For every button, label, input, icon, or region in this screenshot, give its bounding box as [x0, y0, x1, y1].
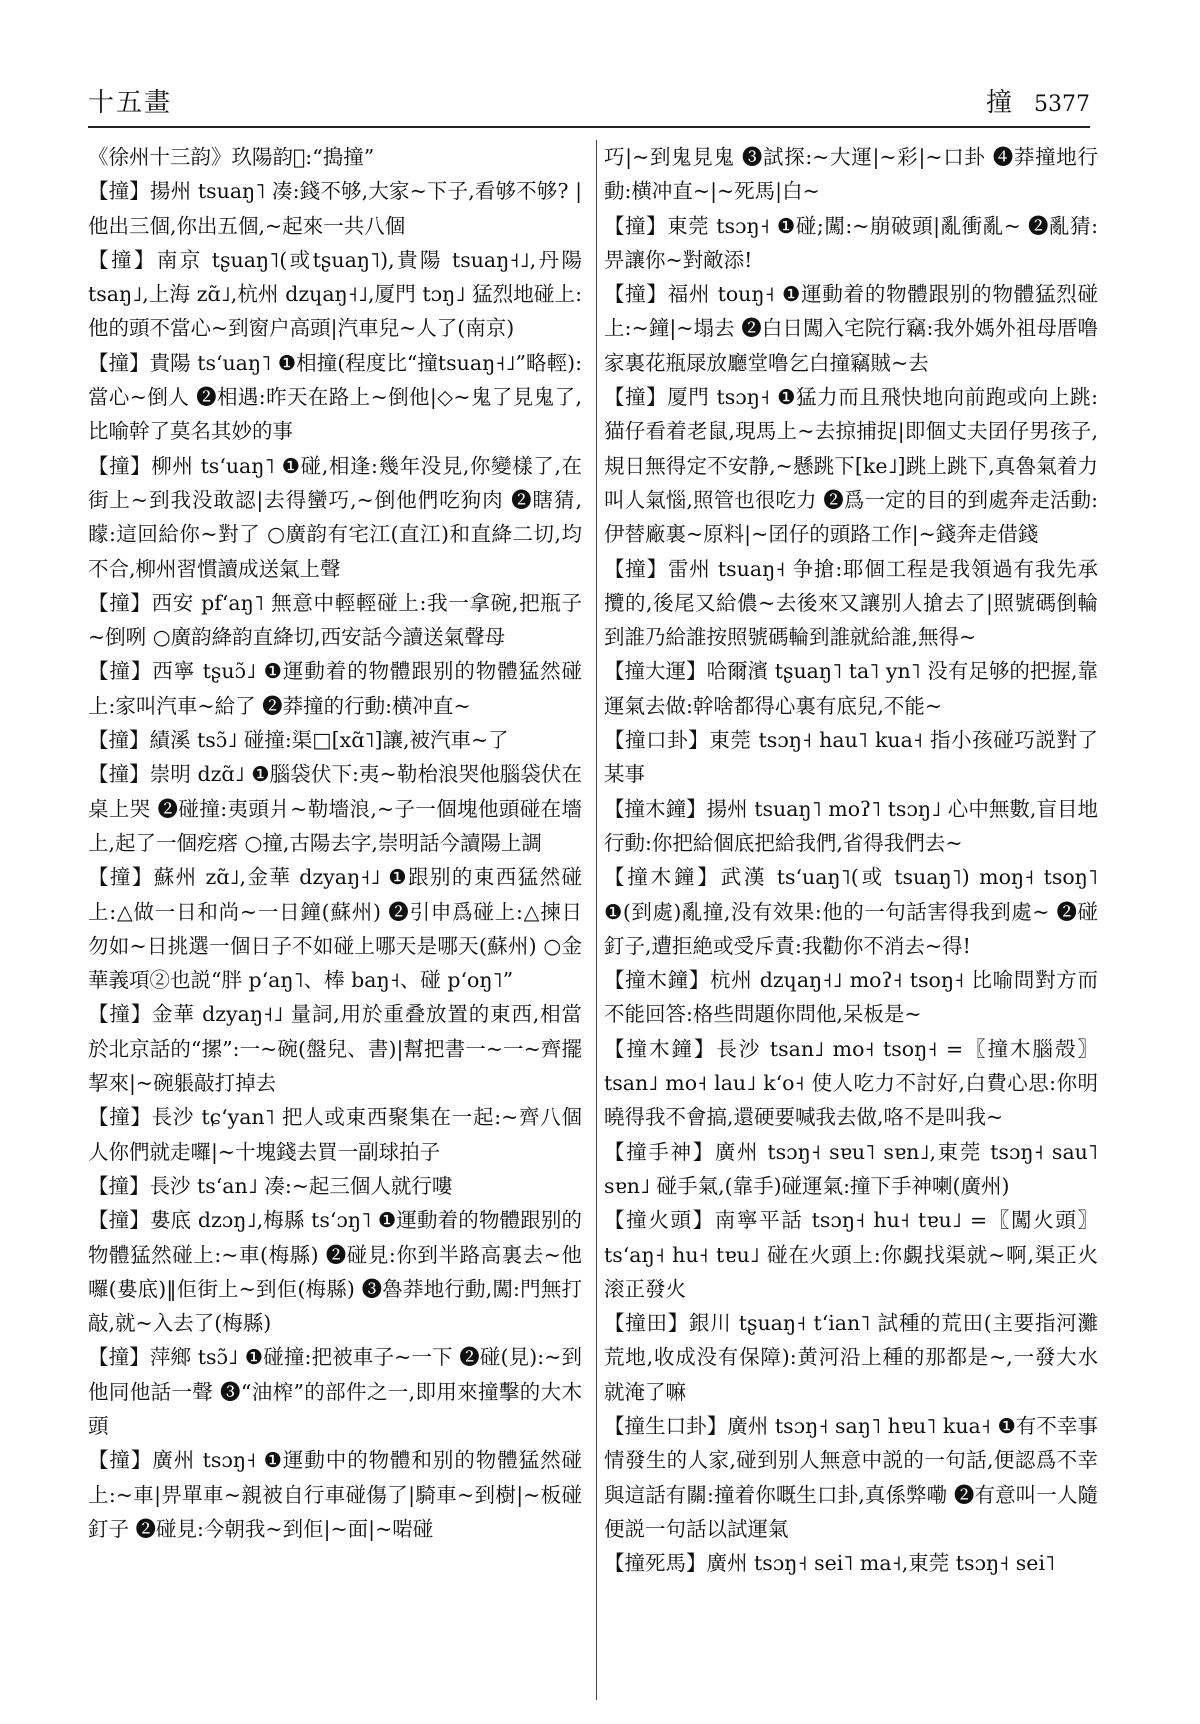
dictionary-entry: 【撞口卦】東莞 tsɔŋ˧ hau˥ kua˧ 指小孩碰巧説對了某事	[604, 728, 1098, 787]
dictionary-entry: 【撞生口卦】廣州 tsɔŋ˧ saŋ˥ hɐu˥ kua˧ ❶有不幸事情發生的人家,碰到别人無意中説的一句話,便認爲不幸與這話有關:撞着你嘅生口卦,真係弊嘞 ❷有意叫一人隨便説一句話以試運氣	[604, 1413, 1098, 1541]
dictionary-entry: 【撞】貴陽 tsʻuaŋ˥ ❶相撞(程度比“撞tsuaŋ˧˩”略輕):當心~倒人 ❷相遇:昨天在路上~倒他|◇~鬼了見鬼了,比喻幹了莫名其妙的事	[88, 350, 582, 444]
dictionary-entry: 【撞手神】廣州 tsɔŋ˧ sɐu˥ sɐn˩,東莞 tsɔŋ˧ sau˥ sɐn˩ 碰手氣,(靠手)碰運氣:撞下手神喇(廣州)	[604, 1139, 1098, 1198]
dictionary-entry: 《徐州十三韵》玖陽韵𧯶:“搗撞”	[88, 145, 375, 169]
column-divider	[596, 140, 597, 1700]
dictionary-entry: 【撞木鐘】杭州 dzɥaŋ˧˩ moʔ˧ tsoŋ˧ 比喻問對方而不能回答:格些問題你問他,呆板是~	[604, 968, 1098, 1027]
right-column	[604, 140, 1098, 1580]
dictionary-entry: 【撞】西安 pfʻaŋ˥ 無意中輕輕碰上:我一拿碗,把瓶子~倒咧 ○廣韵絳韵直絳切,西安話今讀送氣聲母	[88, 590, 582, 650]
dictionary-entry: 【撞】長沙 tsʻan˩ 凑:~起三個人就行嘍	[88, 1173, 453, 1198]
dictionary-entry: 【撞】長沙 tɕʻyan˥ 把人或東西聚集在一起:~齊八個人你們就走囉|~十塊錢去買一副球拍子	[88, 1105, 582, 1164]
dictionary-entry: 【撞大運】哈爾濱 tʂuaŋ˥ ta˥ yn˥ 没有足够的把握,靠運氣去做:幹啥都得心裏有底兒,不能~	[604, 659, 1098, 718]
dictionary-entry: 【撞】崇明 dzɑ̃˩ ❶腦袋伏下:夷~勒枱浪哭他腦袋伏在桌上哭 ❷碰撞:夷頭爿~勒墻浪,~子一個塊他頭碰在墻上,起了一個疙瘩 ○撞,古陽去字,崇明話今讀陽上調	[88, 762, 582, 855]
dictionary-entry: 【撞】厦門 tsɔŋ˧ ❶猛力而且飛快地向前跑或向上跳:猫仔看着老鼠,現馬上~去掠捕捉|即個丈夫囝仔男孩子,規日無得定不安静,~懸跳下[ke˩]跳上跳下,真魯氣着力叫人氣惱,照管也很吃力 ❷爲一定的目的到處奔走活動:伊替廠裏~原料|~囝仔的頭路工作|~錢奔走借錢	[604, 385, 1098, 547]
dictionary-entry: 【撞】萍鄉 tsɔ̃˩ ❶碰撞:把被車子~一下 ❷碰(見):~到他同他話一聲 ❸“油榨”的部件之一,即用來撞擊的大木頭	[88, 1345, 582, 1438]
dictionary-entry: 【撞木鐘】武漢 tsʻuaŋ˥(或 tsuaŋ˥) moŋ˧ tsoŋ˥ ❶(到處)亂撞,没有效果:他的一句話害得我到處~ ❷碰釘子,遭拒絶或受斥責:我勸你不消去~得!	[604, 865, 1098, 958]
dictionary-entry: 【撞】揚州 tsuaŋ˥ 凑:錢不够,大家~下子,看够不够? |他出三個,你出五個,~起來一共八個	[88, 179, 582, 238]
dictionary-entry: 【撞木鐘】揚州 tsuaŋ˥ moʔ˥ tsɔŋ˩ 心中無數,盲目地行動:你把給個底把給我們,省得我們去~	[604, 796, 1098, 855]
dictionary-entry: 【撞】福州 touŋ˧ ❶運動着的物體跟别的物體猛烈碰上:~鐘|~塌去 ❷白日闖入宅院行竊:我外媽外祖母厝噜家裏花瓶㞗放廳堂噜乞白撞竊賊~去	[604, 282, 1098, 375]
dictionary-entry: 巧|~到鬼見鬼 ❸試探:~大運|~彩|~口卦 ❹莽撞地行動:横冲直~|~死馬|白~	[604, 145, 1098, 204]
dictionary-entry: 【撞】西寧 tʂuɔ̃˩ ❶運動着的物體跟别的物體猛然碰上:家叫汽車~給了 ❷莽撞的行動:横冲直~	[88, 659, 582, 718]
dictionary-entry: 【撞火頭】南寧平話 tsɔŋ˧ hu˧ tɐu˩ =〖闖火頭〗tsʻaŋ˧ hu˧ tɐu˩ 碰在火頭上:你覷找渠就~啊,渠正火滚正發火	[604, 1208, 1098, 1301]
page-index	[986, 82, 1090, 119]
dictionary-entry: 【撞】蘇州 zɑ̃˩,金華 dzyaŋ˧˩ ❶跟别的東西猛然碰上:△做一日和尚~一日鐘(蘇州) ❷引申爲碰上:△揀日勿如~日挑選一個日子不如碰上哪天是哪天(蘇州) ○金華義項②也説“胖 pʻaŋ˥、棒 baŋ˧、碰 pʻoŋ˥”	[88, 865, 582, 993]
left-column	[88, 140, 582, 1546]
dictionary-entry: 【撞】金華 dzyaŋ˧˩ 量詞,用於重叠放置的東西,相當於北京話的“摞”:一~碗(盤兒、書)|幫把書一~一~齊擺挈來|~碗躼敲打掉去	[88, 1002, 582, 1096]
dictionary-entry: 【撞】績溪 tsɔ̃˩ 碰撞:渠□[xɑ̃˥]讓,被汽車~了	[88, 728, 509, 753]
dictionary-entry: 【撞】雷州 tsuaŋ˧ 争搶:耶個工程是我領過有我先承攬的,後尾又給儂~去後來又讓别人搶去了|照號碼倒輪到誰乃給誰按照號碼輪到誰就給誰,無得~	[604, 556, 1098, 650]
dictionary-entry: 【撞】廣州 tsɔŋ˧ ❶運動中的物體和别的物體猛然碰上:~車|畀單車~親被自行車碰傷了|騎車~到樹|~板碰釘子 ❷碰見:今朝我~到佢|~面|~啱碰	[88, 1448, 582, 1541]
section-title: 十五畫	[88, 88, 173, 118]
dictionary-entry: 【撞】東莞 tsɔŋ˧ ❶碰;闖:~崩破頭|亂衝亂~ ❷亂猜:畀讓你~對敵添!	[604, 213, 1098, 272]
dictionary-entry: 【撞】柳州 tsʻuaŋ˥ ❶碰,相逢:幾年没見,你變樣了,在街上~到我没敢認|去得蠻巧,~倒他們吃狗肉 ❷瞎猜,矇:這回給你~對了 ○廣韵有宅江(直江)和直絳二切,均不合,柳州習慣讀成送氣上聲	[88, 453, 582, 581]
dictionary-entry: 【撞】婁底 dzɔŋ˩,梅縣 tsʻɔŋ˥ ❶運動着的物體跟别的物體猛然碰上:~車(梅縣) ❷碰見:你到半路高裏去~他囉(婁底)‖佢街上~到佢(梅縣) ❸魯莽地行動,闖:門無打敲,就~入去了(梅縣)	[88, 1208, 582, 1336]
dictionary-entry: 【撞木鐘】長沙 tsan˩ mo˧ tsoŋ˧ =〖撞木腦殻〗tsan˩ mo˧ lau˩ kʻo˧ 使人吃力不討好,白費心思:你明曉得我不會搞,還硬要喊我去做,咯不是叫我~	[604, 1036, 1098, 1130]
dictionary-entry: 【撞田】銀川 tʂuaŋ˧ tʻian˥ 試種的荒田(主要指河灘荒地,收成没有保障):黄河沿上種的那都是~,一發大水就淹了嘛	[604, 1311, 1098, 1404]
page-number: 5377	[1034, 92, 1090, 117]
page-header	[88, 82, 1090, 128]
dictionary-entry: 【撞死馬】廣州 tsɔŋ˧ sei˥ ma˧,東莞 tsɔŋ˧ sei˥	[604, 1551, 1056, 1576]
dictionary-entry: 【撞】南京 tʂuaŋ˥(或tʂuaŋ˥),貴陽 tsuaŋ˧˩,丹陽 tsaŋ˩,上海 zɑ̃˩,杭州 dzɥaŋ˧˩,厦門 tɔŋ˩ 猛烈地碰上:他的頭不當心~到窗户高頭|汽車兒~人了(南京)	[88, 247, 582, 341]
header-character: 撞	[985, 88, 1012, 118]
